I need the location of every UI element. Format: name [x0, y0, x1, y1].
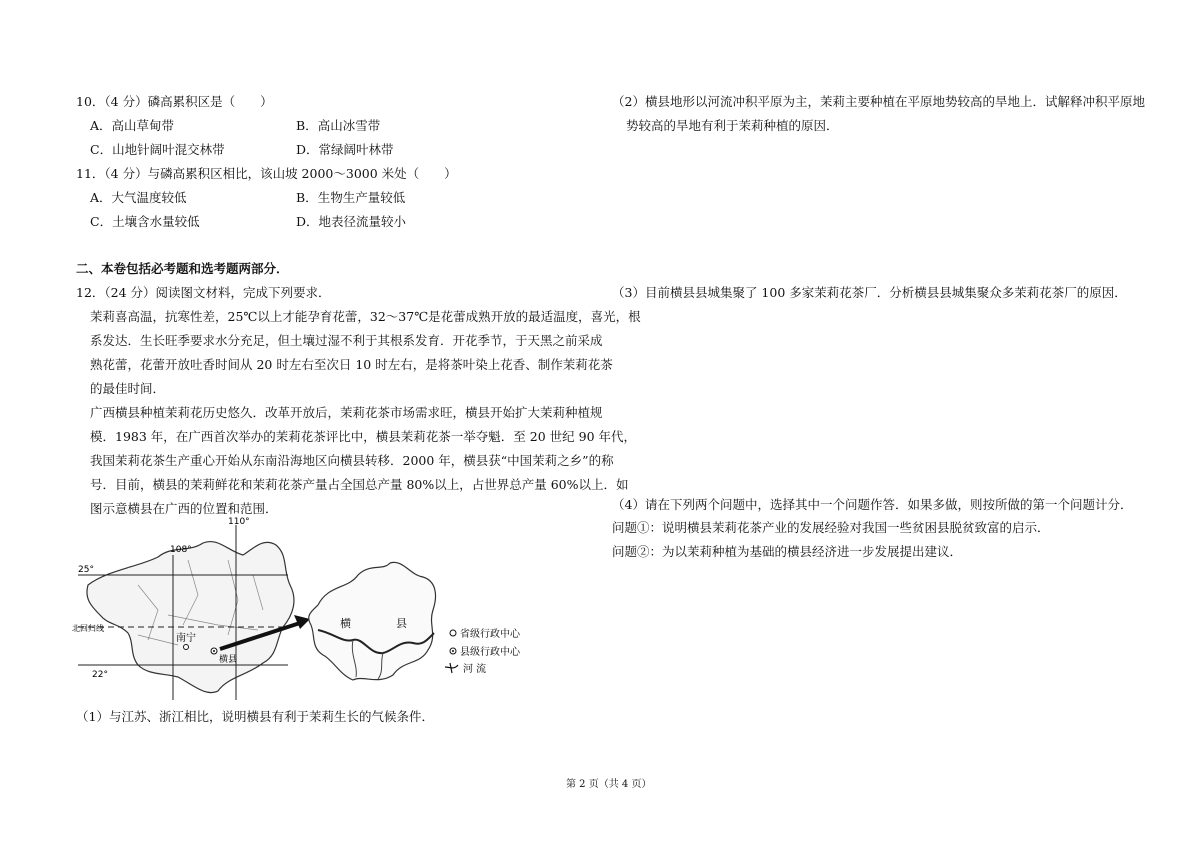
q11-option-d: D．地表径流量较小 [296, 214, 407, 229]
legend-provincial-label: 省级行政中心 [460, 629, 520, 640]
q12-sub4-line: （4）请在下列两个问题中，选择其中一个问题作答．如果多做，则按所做的第一个问题计分． [612, 497, 1133, 512]
q12-para1-line: 系发达．生长旺季要求水分充足，但土壤过湿不利于其根系发育．开花季节，于天黑之前采成 [90, 333, 603, 348]
section-heading: 二、本卷包括必考题和选考题两部分． [76, 261, 289, 276]
q12-para2-line: 模．1983 年，在广西首次举办的茉莉花茶评比中，横县茉莉花茶一举夺魁．至 20 世纪 90 年代， [90, 429, 636, 444]
arrow-head-icon [294, 615, 310, 629]
tropic-label: 北回归线 [72, 624, 104, 633]
q12-sub1: （1）与江苏、浙江相比，说明横县有利于茉莉生长的气候条件． [76, 709, 434, 724]
nanning-label: 南宁 [176, 633, 196, 644]
guangxi-outline [87, 542, 294, 693]
q11-option-c: C．土壤含水量较低 [90, 214, 200, 229]
legend-river-icon [445, 663, 458, 673]
hengxian-label: 横县 [219, 655, 238, 665]
q10-option-b: B．高山冰雪带 [296, 118, 381, 133]
lat-label-25: 25° [78, 565, 94, 575]
legend-county-label: 县级行政中心 [460, 647, 520, 658]
q10-stem: 10．（4 分）磷高累积区是（ ） [76, 94, 273, 109]
q12-sub2-line: 势较高的旱地有利于茉莉种植的原因． [626, 118, 839, 133]
q12-sub4-question-2: 问题②：为以茉莉种植为基础的横县经济进一步发展提出建议． [612, 544, 963, 559]
q12-sub4-question-1: 问题①：说明横县茉莉花茶产业的发展经验对我国一些贫困县脱贫致富的启示． [612, 520, 1050, 535]
inset-label-xian: 县 [396, 617, 407, 630]
nanning-marker [184, 645, 189, 650]
lat-label-22: 22° [92, 670, 108, 680]
hengxian-inset-outline [309, 562, 436, 680]
q12-stem: 12．（24 分）阅读图文材料，完成下列要求． [76, 285, 331, 300]
q12-sub3: （3）目前横县县城集聚了 100 多家茉莉花茶厂．分析横县县城集聚众多茉莉花茶厂的原因． [612, 285, 1127, 300]
legend-provincial-icon [450, 630, 456, 636]
q10-option-a: A．高山草甸带 [90, 118, 175, 133]
q12-para2-line: 号．目前，横县的茉莉鲜花和茉莉花茶产量占全国总产量 80%以上，占世界总产量 60%以上．如 [90, 477, 629, 492]
inset-label-heng: 横 [340, 617, 351, 630]
q10-option-d: D．常绿阔叶林带 [296, 142, 394, 157]
lon-label-108: 108° [170, 545, 192, 555]
guangxi-location-map [72, 515, 538, 705]
lon-label-110: 110° [228, 517, 250, 527]
q12-sub2-line: （2）横县地形以河流冲积平原为主，茉莉主要种植在平原地势较高的旱地上．试解释冲积平原地 [612, 94, 1145, 109]
page-footer: 第 2 页（共 4 页） [566, 779, 652, 790]
q11-option-b: B．生物生产量较低 [296, 190, 406, 205]
q12-para2-line: 广西横县种植茉莉花历史悠久．改革开放后，茉莉花茶市场需求旺，横县开始扩大茉莉种植规 [90, 405, 603, 420]
q11-option-a: A．大气温度较低 [90, 190, 187, 205]
q12-para1-line: 的最佳时间． [90, 381, 166, 396]
q12-para2-line: 我国茉莉花茶生产重心开始从东南沿海地区向横县转移．2000 年，横县获“中国茉莉之乡”的称 [90, 453, 614, 468]
q12-para2-line: 图示意横县在广西的位置和范围． [90, 501, 278, 516]
q12-para1-line: 熟花蕾，花蕾开放吐香时间从 20 时左右至次日 10 时左右，是将茶叶染上花香、制作茉莉花茶 [90, 357, 613, 372]
q12-para1-line: 茉莉喜高温，抗寒性差，25℃以上才能孕育花蕾，32～37℃是花蕾成熟开放的最适温度，喜光，根 [90, 309, 641, 324]
q11-stem: 11．（4 分）与磷高累积区相比，该山坡 2000～3000 米处（ ） [76, 166, 457, 181]
legend-river-label: 河 流 [463, 664, 487, 675]
q10-option-c: C．山地针阔叶混交林带 [90, 142, 225, 157]
